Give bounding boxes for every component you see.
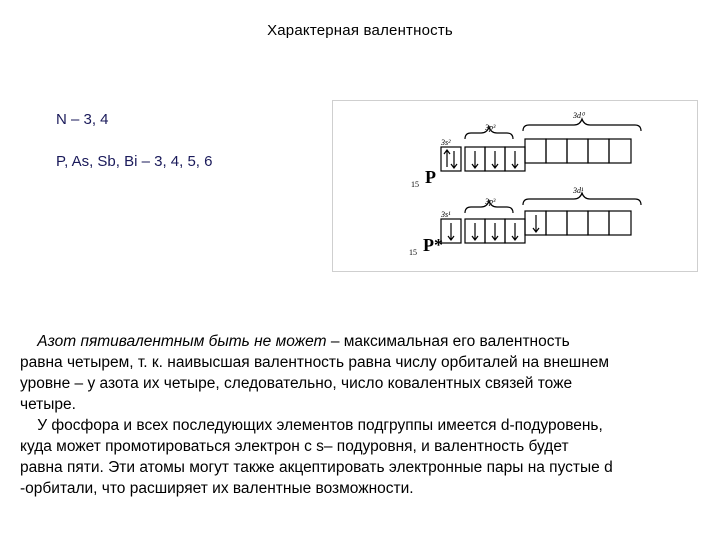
body-line-5: У фосфора и всех последующих элементов подгруппы имеется d-подуровень, bbox=[20, 417, 603, 434]
valence-nitrogen: N – 3, 4 bbox=[56, 111, 109, 128]
body-line-1 bbox=[20, 331, 720, 352]
orbital-diagram bbox=[332, 100, 698, 272]
ground-s-label: 3s² bbox=[441, 138, 451, 147]
excited-subscript: 15 bbox=[409, 248, 417, 257]
body-line-8: -орбитали, что расширяет их валентные возможности. bbox=[20, 480, 414, 497]
excited-p-label: 3p³ bbox=[485, 197, 496, 206]
ground-d-label: 3d⁰ bbox=[573, 111, 585, 120]
body-text bbox=[20, 331, 720, 499]
body-line-1-rest: – максимальная его валентность bbox=[326, 333, 570, 350]
excited-d-label: 3d¹ bbox=[573, 186, 584, 195]
excited-s-label: 3s¹ bbox=[441, 210, 451, 219]
body-line-4: четыре. bbox=[20, 396, 76, 413]
ground-p-label: 3p³ bbox=[485, 123, 496, 132]
body-italic-phrase: Азот пятивалентным быть не может bbox=[37, 333, 327, 350]
ground-symbol: P bbox=[425, 167, 436, 187]
slide-title: Характерная валентность bbox=[267, 22, 453, 39]
body-line-3: уровне – у азота их четыре, следовательно, число ковалентных связей тоже bbox=[20, 375, 573, 392]
valence-phosphorus-group: P, As, Sb, Bi – 3, 4, 5, 6 bbox=[56, 153, 213, 170]
excited-state-row bbox=[441, 193, 641, 243]
ground-state-row bbox=[441, 119, 641, 171]
body-line-7: равна пяти. Эти атомы могут также акцептировать электронные пары на пустые d bbox=[20, 459, 613, 476]
ground-subscript: 15 bbox=[411, 180, 419, 189]
excited-symbol: P* bbox=[423, 235, 443, 255]
body-line-2: равна четырем, т. к. наивысшая валентность равна числу орбиталей на внешнем bbox=[20, 354, 610, 371]
body-line-6: куда может промотироваться электрон с s– подуровня, и валентность будет bbox=[20, 438, 569, 455]
